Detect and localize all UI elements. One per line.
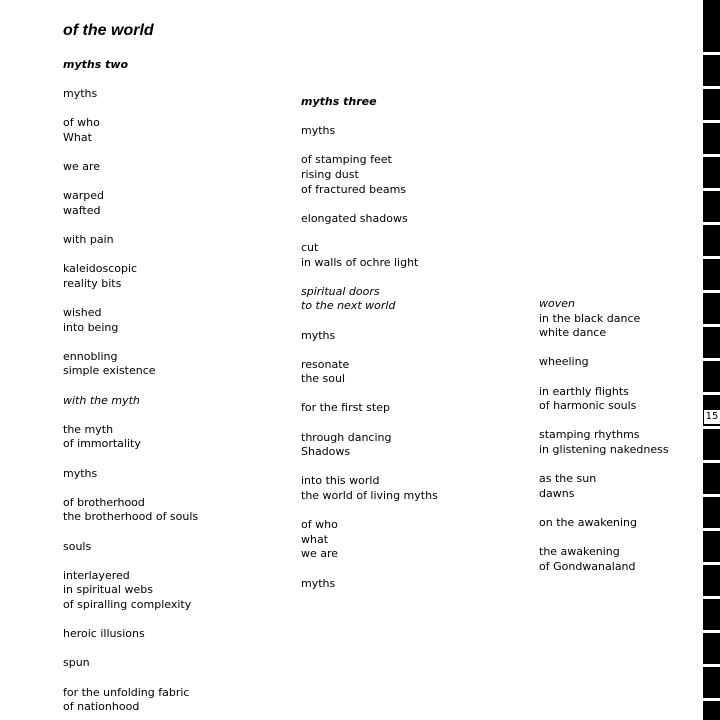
poem-line: of who	[63, 116, 100, 130]
poem-column-continuation	[539, 297, 669, 574]
poem-line: What	[63, 130, 92, 144]
poem-line: in earthly flights	[539, 384, 629, 398]
page-number: 15	[705, 411, 719, 422]
edge-tab-notch	[703, 222, 720, 225]
poem-line: simple existence	[63, 364, 156, 378]
poem-line: in glistening nakedness	[539, 442, 669, 456]
poem-line: of harmonic souls	[539, 399, 637, 413]
poem-line: the awakening	[539, 545, 620, 559]
poem-line: myths	[301, 328, 336, 342]
poem-line-italic: woven	[539, 297, 575, 310]
edge-tab-notch	[703, 392, 720, 395]
stanza-gap	[63, 408, 198, 423]
edge-tab-notch	[703, 324, 720, 327]
poem-line: elongated shadows	[301, 211, 408, 225]
edge-tab-notch	[703, 154, 720, 157]
stanza-gap	[63, 248, 198, 263]
stanza-gap	[539, 501, 669, 516]
poem-line: with pain	[63, 233, 114, 247]
stanza-gap	[63, 525, 198, 540]
stanza-gap	[539, 370, 669, 385]
poem-line: of who	[301, 518, 338, 532]
stanza-gap	[539, 458, 669, 473]
page-title: of the world	[63, 22, 154, 39]
stanza-gap	[63, 102, 198, 117]
edge-tab-notch	[703, 120, 720, 123]
poem-line: stamping rhythms	[539, 428, 640, 442]
stanza-gap	[63, 452, 198, 467]
poem-line: for the first step	[301, 401, 390, 415]
poem-column-myths-two	[63, 58, 198, 715]
poem-line: of fractured beams	[301, 182, 407, 196]
poem-line: dawns	[539, 486, 575, 500]
poem-column-myths-three	[301, 95, 438, 591]
stanza-gap	[301, 416, 438, 431]
poem-line: the brotherhood of souls	[63, 510, 199, 524]
stanza-gap	[63, 481, 198, 496]
poem-line: interlayered	[63, 568, 130, 582]
stanza-gap	[63, 73, 198, 88]
stanza-gap	[301, 387, 438, 402]
edge-tab-notch	[703, 52, 720, 55]
poem-line: myths	[301, 124, 336, 138]
poem-line: spun	[63, 656, 90, 670]
poem-line: in the black dance	[539, 311, 641, 325]
poem-line: cut	[301, 240, 319, 254]
poem-line: Shadows	[301, 445, 351, 459]
edge-tab-notch	[703, 664, 720, 667]
stanza-gap	[301, 139, 438, 154]
stanza-gap	[301, 562, 438, 577]
poem-line: warped	[63, 189, 104, 203]
stanza-gap	[63, 554, 198, 569]
poem-line: for the unfolding fabric	[63, 685, 190, 699]
stanza-gap	[301, 504, 438, 519]
edge-tab-notch	[703, 256, 720, 259]
stanza-gap	[63, 292, 198, 307]
edge-tab-notch	[703, 698, 720, 701]
stanza-gap	[539, 531, 669, 546]
poem-line-italic: with the myth	[63, 393, 140, 407]
edge-tab-notch	[703, 630, 720, 633]
poem-line: the world of living myths	[301, 489, 438, 503]
poem-line: of brotherhood	[63, 495, 145, 509]
poem-line: of spiralling complexity	[63, 597, 192, 611]
stanza-gap	[63, 613, 198, 628]
poem-line: we are	[301, 547, 339, 561]
poem-line: of Gondwanaland	[539, 559, 636, 573]
stanza-gap	[301, 110, 438, 125]
poem-line: kaleidoscopic	[63, 262, 138, 276]
poem-line: white dance	[539, 326, 607, 340]
stanza-gap	[63, 671, 198, 686]
poem-line: in spiritual webs	[63, 583, 153, 597]
poem-line: souls	[63, 539, 92, 553]
poem-line: of immortality	[63, 437, 141, 451]
poem-line: heroic illusions	[63, 627, 145, 641]
poem-line: reality bits	[63, 276, 122, 290]
poem-line-italic: to the next world	[301, 299, 396, 313]
poem-line: the myth	[63, 422, 114, 436]
poem-line: in walls of ochre light	[301, 255, 419, 269]
poem-line: myths	[63, 466, 98, 480]
poem-line: rising dust	[301, 167, 359, 181]
edge-tab-notch	[703, 86, 720, 89]
poem-line: myths	[301, 576, 336, 590]
edge-tab-notch	[703, 426, 720, 429]
stanza-heading: myths three	[301, 95, 377, 108]
stanza-gap	[63, 642, 198, 657]
stanza-gap	[63, 219, 198, 234]
stanza-gap	[301, 197, 438, 212]
poem-line: what	[301, 532, 329, 546]
poem-line: of nationhood	[63, 700, 140, 714]
edge-tab-notch	[703, 562, 720, 565]
poem-line-italic: spiritual doors	[301, 284, 380, 298]
poem-line: myths	[63, 87, 98, 101]
edge-tab-notch	[703, 494, 720, 497]
stanza-gap	[63, 146, 198, 161]
edge-tab-notch	[703, 596, 720, 599]
stanza-gap	[63, 335, 198, 350]
poem-line: ennobling	[63, 349, 118, 363]
poem-line: wafted	[63, 203, 101, 217]
poem-line: wished	[63, 306, 102, 320]
stanza-gap	[539, 341, 669, 356]
edge-tab-notch	[703, 290, 720, 293]
stanza-gap	[301, 226, 438, 241]
stanza-gap	[63, 175, 198, 190]
edge-tab-notch	[703, 358, 720, 361]
poem-line: wheeling	[539, 355, 589, 369]
poem-line: into this world	[301, 474, 380, 488]
stanza-gap	[301, 270, 438, 285]
stanza-gap	[301, 460, 438, 475]
stanza-gap	[539, 414, 669, 429]
poem-line: resonate	[301, 357, 350, 371]
edge-tab-notch	[703, 528, 720, 531]
stanza-heading: myths two	[63, 58, 129, 71]
poem-line: on the awakening	[539, 515, 637, 529]
stanza-gap	[301, 343, 438, 358]
poem-line: into being	[63, 320, 119, 334]
poem-line: as the sun	[539, 472, 597, 486]
poem-line: we are	[63, 160, 101, 174]
edge-tab-notch	[703, 460, 720, 463]
stanza-gap	[63, 379, 198, 394]
poem-line: through dancing	[301, 430, 392, 444]
poem-line: the soul	[301, 372, 346, 386]
stanza-gap	[301, 314, 438, 329]
poem-line: of stamping feet	[301, 153, 392, 167]
edge-tab-notch	[703, 188, 720, 191]
